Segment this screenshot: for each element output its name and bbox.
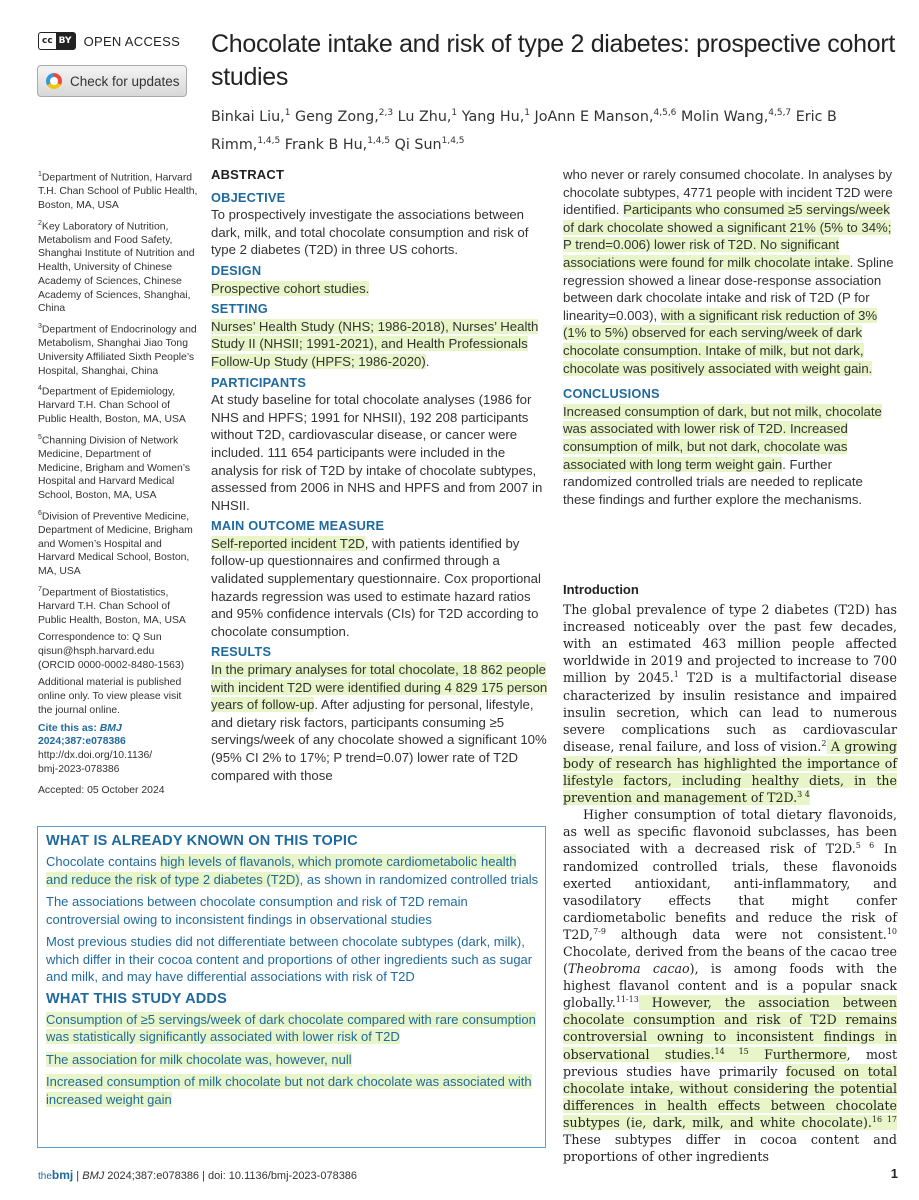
affiliation: $^7$Department of Biostatistics, Harvard T.H. Chan School of Public Health, Boston, MA, USA [38,585,186,626]
check-for-updates-label: Check for updates [70,73,180,89]
adds-heading: WHAT THIS STUDY ADDS [46,990,227,1007]
cc-label: cc [42,36,53,46]
participants-text: At study baseline for total chocolate analyses (1986 for NHS and HPFS; 1991 for NHSII), 192 208 participants without T2D, cardiovascular disease, or cancer were included. 111 654 participants were included in the analysis for risk of T2D by intake of chocolate subtypes, assessed from 2006 in NHS and HPFS and from 2007 in NHSII. [211,392,543,513]
crossmark-icon [46,73,62,89]
author: JoAnn E Manson,$^{4,5,6}$ [534,108,677,125]
author: Geng Zong,$^{2,3}$ [294,108,394,125]
additional-material-note: Additional material is published online only. To view please visit the journal online. [38,677,182,716]
measure-text: Self-reported incident T2D, with patients identified by follow-up questionnaires and confirmed through a validated supplementary questionnaire. Cox proportional hazards regression was used to estimate hazard ratios and 95% confidence intervals (CIs) for T2D according to chocolate consumption. [211,535,541,639]
summary-box [37,826,546,1148]
journal-logo-bmj: bmj [51,1168,74,1182]
abstract-heading: ABSTRACT [211,167,285,182]
objective-heading: OBJECTIVE [211,189,286,205]
results-text: In the primary analyses for total chocolate, 18 862 people with incident T2D were identified during 4 829 175 person years of follow-up. After adjusting for personal, lifestyle, and dietary risk factors, participants consuming ≥5 servings/week of any chocolate showed a significant 10% (95% CI 2% to 17%; P trend=0.07) lower rate of T2D compared with those [211,662,548,783]
known-item: Chocolate contains high levels of flavanols, which promote cardiometabolic health and reduce the risk of type 2 diabetes (T2D), as shown in randomized controlled trials [46,854,539,887]
known-heading: WHAT IS ALREADY KNOWN ON THIS TOPIC [46,833,358,849]
open-access-label: OPEN ACCESS [83,33,181,49]
introduction-heading: Introduction [563,582,639,597]
conclusions-text: Increased consumption of dark, but not milk, chocolate was associated with lower risk of T2D. Increased consumption of milk, but not dark, chocolate was associated with long term weight gain. Further randomized controlled trials are needed to replicate these findings and further explore the mechanisms. [563,403,882,507]
author: Frank B Hu,$^{1,4,5}$ [284,135,391,153]
intro-paragraph-2: Higher consumption of total dietary flavonoids, as well as specific flavonoid subclasses, has been associated with a decreased risk of T2D.$^{5 6}$ In randomized controlled trials, these flavonoids exerted antioxidant, anti-inflammatory, and vasodilatory effects that might confer cardiometabolic benefits and reduce the risk of T2D,$^{7-9}$ although data were not consistent.$^{10}$ Chocolate, derived from the beans of the cacao tree (Theobroma cacao), is among foods with the highest flavanol content and is a popular snack globally.$^{11-13}$ However, the association between chocolate consumption and risk of T2D remains controversial owning to inconsistent findings in observational studies.$^{14 15}$ Furthermore, most previous studies have primarily focused on total chocolate intake, without considering the potential differences in health effects between chocolate subtypes (ie, dark, milk, and white chocolate).$^{16 17}$ These subtypes differ in cocoa content and proportions of other ingredients [563,807,898,1165]
author: Eric B Rimm,$^{1,4,5}$ [211,108,837,153]
author-list [211,101,901,157]
affiliation: $^1$Department of Nutrition, Harvard T.H. Chan School of Public Health, Boston, MA, USA [38,171,198,211]
affiliation: $^4$Department of Epidemiology, Harvard T.H. Chan School of Public Health, Boston, MA, USA [38,385,186,426]
author: Binkai Liu,$^1$ [211,108,291,125]
conclusions-heading: CONCLUSIONS [563,386,660,402]
affiliation-list [38,168,198,627]
affiliation: $^6$Division of Preventive Medicine, Department of Medicine, Brigham and Women’s Hospital and Harvard Medical School, Boston, MA, USA [38,509,193,578]
journal-logo-the: the [38,1171,52,1182]
license-row [38,32,180,50]
by-label: BY [56,33,75,49]
intro-paragraph-1: The global prevalence of type 2 diabetes (T2D) has increased noticeably over the past few decades, with an estimated 463 million people affected worldwide in 2019 and projected to increase to 700 million by 2045.$^1$ T2D is a multifactorial disease characterized by insulin resistance and impaired insulin secretion, which can lead to numerous severe complications such as cardiovascular disease, renal failure, and loss of vision.$^2$ A growing body of research has highlighted the importance of lifestyle factors, including healthy diets, in the prevention and management of T2D.$^{3 4}$ [563,602,897,806]
adds-item: The association for milk chocolate was, however, null [46,1051,352,1067]
check-for-updates-button[interactable] [37,65,187,97]
email-link[interactable]: qisun@hsph.harvard.edu [38,646,155,658]
introduction-section [563,581,897,1165]
setting-text: Nurses’ Health Study (NHS; 1986-2018), Nurses’ Health Study II (NHSII; 1991-2021), and Health Professionals Follow-Up Study (HPFS; 1986-2020). [211,318,539,369]
affiliation: $^3$Department of Endocrinology and Metabolism, Shanghai Jiao Tong University Affiliated Sixth People’s Hospital, Shanghai, China [38,322,197,377]
affiliation: $^5$Channing Division of Network Medicine, Department of Medicine, Brigham and Women’s Hospital and Harvard Medical School, Boston, MA, USA [38,433,191,502]
citation: Cite this as: BMJ 2024;387:e078386 http://dx.doi.org/10.1136/ bmj-2023-078386 [38,722,153,775]
page-number: 1 [890,1166,898,1181]
author: Lu Zhu,$^1$ [397,108,458,125]
design-text: Prospective cohort studies. [211,280,370,296]
cc-by-icon [38,32,76,50]
abstract-column [211,166,551,784]
correspondence: Correspondence to: Q Sun qisun@hsph.harvard.edu (ORCID 0000-0002-8480-1563) [38,632,185,671]
measure-heading: MAIN OUTCOME MEASURE [211,518,385,534]
results-continued-text: who never or rarely consumed chocolate. In analyses by chocolate subtypes, 4771 people with incident T2D were identified. Participants who consumed ≥5 servings/week of dark chocolate showed a significant 21% (5% to 34%; P trend=0.006) lower risk of T2D. No significant associations were found for milk chocolate intake. Spline regression showed a linear dose-response association between dark chocolate intake and risk of T2D (P for linearity=0.003), with a significant risk reduction of 3% (1% to 5%) observed for each serving/week of dark chocolate consumption. Intake of milk, but not dark, chocolate was positively associated with weight gain. [563,167,894,376]
accepted-date: Accepted: 05 October 2024 [38,785,165,797]
article-title: Chocolate intake and risk of type 2 diabetes: prospective cohort studies [211,30,895,91]
affiliation: $^2$Key Laboratory of Nutrition, Metabolism and Food Safety, Shanghai Institute of Nutrition and Health, University of Chinese Academy of Sciences, Chinese Academy of Sciences, Shanghai, China [38,219,195,315]
setting-heading: SETTING [211,301,268,317]
author: Yang Hu,$^1$ [461,108,530,125]
author: Qi Sun$^{1,4,5}$ [394,135,465,153]
known-item: The associations between chocolate consumption and risk of T2D remain controversial owing to inconsistent findings in observational studies [46,894,468,927]
objective-text: To prospectively investigate the associations between dark, milk, and total chocolate consumption and risk of type 2 diabetes (T2D) in three US cohorts. [211,207,529,258]
page-footer: thebmj | BMJ 2024;387:e078386 | doi: 10.1136/bmj-2023-078386 [38,1168,358,1182]
known-item: Most previous studies did not differentiate between chocolate subtypes (dark, milk), which differ in their cocoa content and proportions of other ingredients such as sugar and milk, and may have differential associations with risk of T2D [46,934,533,984]
results-heading: RESULTS [211,644,272,660]
abstract-continued-column [563,166,897,508]
design-heading: DESIGN [211,262,262,278]
affiliations-column [38,168,198,802]
adds-item: Consumption of ≥5 servings/week of dark chocolate compared with rare consumption was statistically significantly associated with lower risk of T2D [46,1011,536,1044]
author: Molin Wang,$^{4,5,7}$ [680,108,792,125]
doi-link[interactable]: http://dx.doi.org/10.1136/ bmj-2023-078386 [38,750,153,775]
orcid: (ORCID 0000-0002-8480-1563) [38,659,185,671]
adds-item: Increased consumption of milk chocolate but not dark chocolate was associated with increased weight gain [46,1074,532,1107]
participants-heading: PARTICIPANTS [211,374,307,390]
